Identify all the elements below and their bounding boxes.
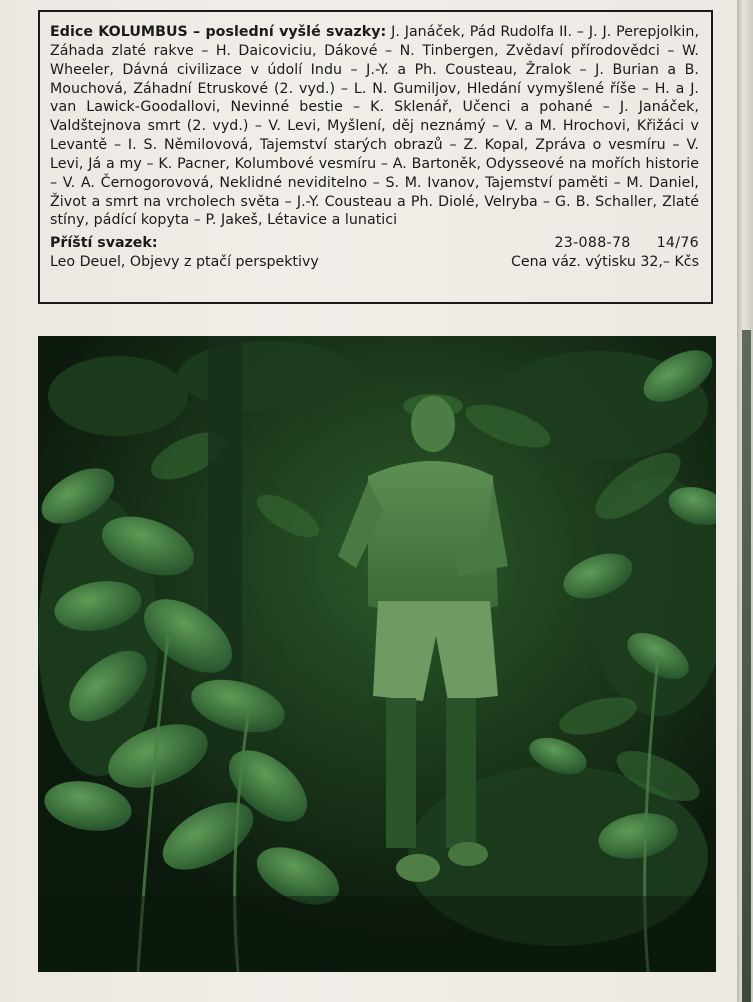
book-spine-strip	[742, 330, 751, 1002]
price-text: Cena váz. výtisku 32,– Kčs	[510, 254, 699, 271]
catalog-number: 14/76	[656, 235, 699, 252]
series-info-box	[38, 10, 713, 304]
series-label: Edice KOLUMBUS – poslední vyšlé svazky:	[50, 24, 387, 40]
series-blurb	[50, 23, 699, 230]
next-volume-row	[50, 234, 699, 272]
next-volume-label: Příští svazek:	[50, 235, 158, 252]
cover-photo-explorer-in-forest	[38, 336, 716, 972]
next-volume-title: Leo Deuel, Objevy z ptačí perspektivy	[50, 254, 319, 271]
series-titles: J. Janáček, Pád Rudolfa II. – J. J. Perepjolkin, Záhada zlaté rakve – H. Daicoviciu, Dákové – N. Tinbergen, Zvědaví přírodovědci – W. Wheeler, Dávná civilizace v údolí Indu – J.-Y. a Ph. Cousteau, Žralok – J. Burian a B. Mouchová, Záhadní Etruskové (2. vyd.) – L. N. Gumiljov, Hledání vymyšlené říše – H. a J. van Lawick-Goodallovi, Nevinné bestie – K. Sklenář, Učenci a pohané – J. Janáček, Valdštejnova smrt (2. vyd.) – V. Levi, Myšlení, děj neznámý – V. a M. Hrochovi, Křižáci v Levantě – I. S. Němilovová, Tajemství starých obrazů – Z. Kopal, Zpráva o vesmíru – V. Levi, Já a my – K. Pacner, Kolumbové vesmíru – A. Bartoněk, Odysseové na mořích historie – V. A. Černogorovová, Neklidné neviditelno – S. M. Ivanov, Tajemství paměti – M. Daniel, Život a smrt na vrcholech světa – J.-Y. Cousteau a Ph. Diolé, Velryba – G. B. Schaller, Zlaté stíny, pádící kopyta – P. Jakeš, Létavice a lunatici	[50, 24, 700, 229]
catalog-info	[511, 234, 699, 272]
forest-photo-illustration	[38, 336, 716, 972]
catalog-code: 23-088-78	[554, 235, 631, 252]
adjacent-book-edge	[737, 0, 753, 1002]
